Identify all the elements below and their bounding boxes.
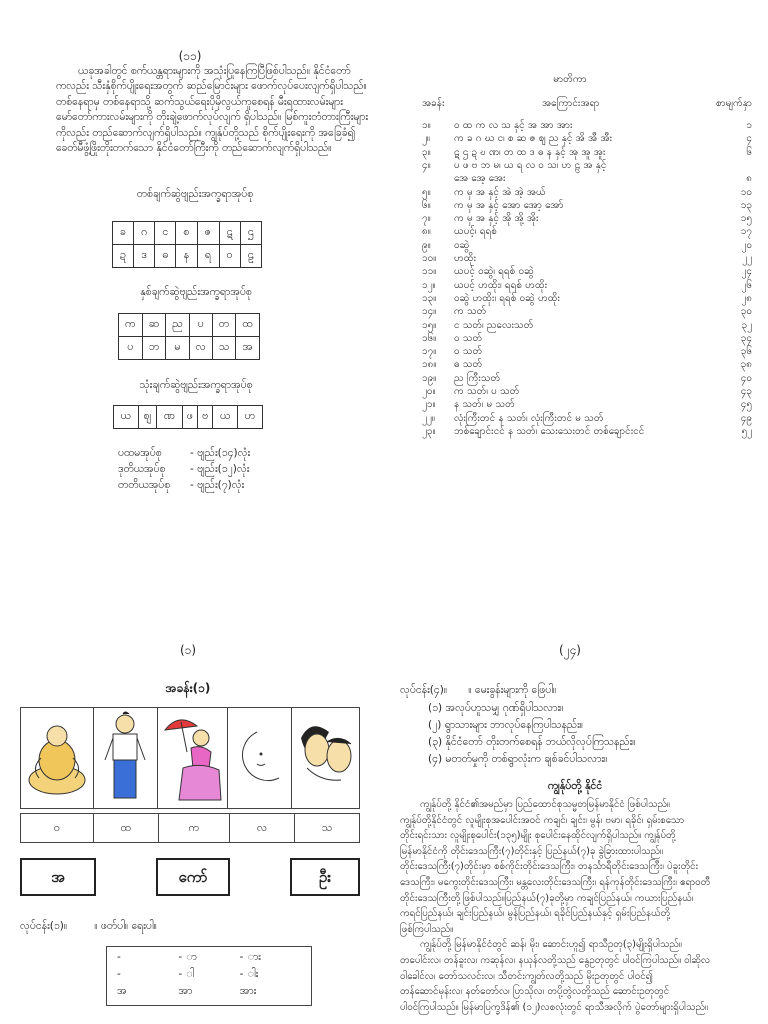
grid-row (114, 406, 263, 429)
toc-row (422, 278, 752, 291)
toc-chapter-number: ၁၆။ (422, 332, 437, 344)
paragraph-line: ကျွန်ုပ်တို့နိုင်ငံတွင် လူမျိုးစုအပေါင်းအဝင် ကချင်၊ ချင်း၊ မွန်၊ ဗမာ၊ ရခိုင်၊ ရှမ်းစသော (400, 814, 685, 826)
toc-header (422, 96, 752, 109)
toc-chapter-number: ၁၅။ (422, 319, 437, 331)
toc-row (422, 185, 752, 198)
vowel-cell: - ါး (239, 968, 259, 980)
toc-chapter-number: ၁၇။ (422, 346, 437, 358)
toc-page-number: ၄၅ (740, 399, 752, 411)
toc-row (422, 411, 752, 424)
toc-row (422, 238, 752, 251)
grid-cell: ဗ (198, 406, 213, 429)
toc-topic: ဓ သတ် (454, 359, 483, 371)
vowel-cell: - ါ (178, 968, 195, 980)
paragraph-line: ပါဝင်ကြပါသည်။ မြန်မာပြက္ခဒိန်၏ (၁၂)လစလုံးတွင် ရာသီအလိုက် ပွဲတော်များရှိပါသည်။ (400, 1001, 708, 1013)
toc-topic: လုံးကြီးတင် န သတ်၊ လုံးကြီးတင် မ သတ် (454, 412, 604, 424)
toc-topic: က မှ အ နှင့် အို အို့ အိုး (454, 213, 539, 225)
grid-cell: ဝ (219, 245, 240, 268)
picture-moon (227, 708, 292, 808)
grid-cell: ရ (197, 245, 219, 268)
toc-page-number: ၄၃ (740, 386, 752, 397)
toc-topic: အေ အေ့ အေး (454, 173, 506, 185)
toc-row (422, 331, 752, 344)
toc-row (422, 211, 752, 224)
toc-chapter-number: ၅။ (422, 186, 431, 198)
toc-page-number: ၁၅ (740, 213, 752, 225)
toc-page-number: ၅၂ (741, 425, 752, 437)
exercise-label: လုပ်ငန်း(၁)။ (20, 920, 68, 932)
grid-cell: ဂ (134, 222, 155, 245)
picture-faces (291, 708, 359, 808)
grid-cell: န (176, 245, 197, 268)
vowel-cell: အ (117, 985, 127, 997)
grid-cell: ဌ (240, 222, 261, 245)
toc-row (422, 145, 752, 158)
letter-grid-one-stroke (112, 221, 262, 268)
toc-topic: န သတ်၊ မ သတ် (454, 399, 515, 411)
page-number-bottom-left: (၁) (179, 643, 197, 657)
group-value: - ဗျည်း(၁၂)လုံး (190, 463, 250, 475)
grid-cell: ဟ (238, 406, 263, 429)
toc-topic: ပ ဖ ဗ ဘ မ၊ ယ ရ လ ဝ သ၊ ဟ ဠ အ နှင့် (454, 159, 607, 171)
paragraph-line: ကရင်ပြည်နယ်၊ ချင်းပြည်နယ်၊ မွန်ပြည်နယ်၊ ရခိုင်ပြည်နယ်နှင့် ရှမ်းပြည်နယ်တို့ (400, 908, 671, 920)
toc-page-number: ၁၃ (740, 199, 752, 211)
toc-topic: ဝ သတ် (454, 346, 483, 358)
paragraph-line: တစ်နေရာမှ တစ်နေရာသို့ ဆက်သွယ်ရေးပိုမိုလွယ်ကူစေရန် မီးရထားလမ်းများ (56, 95, 343, 108)
grid-cell: ဖ (182, 406, 197, 429)
lesson-title: အခန်း(၁) (165, 681, 211, 695)
toc-row (422, 318, 752, 331)
group-row (118, 479, 318, 495)
paragraph-line: ဒေသကြီး၊ မကွေးတိုင်းဒေသကြီး၊ မန္တလေးတိုင်းဒေသကြီး၊ ရန်ကုန်တိုင်းဒေသကြီး၊ ဧရာဝတီ (400, 876, 711, 888)
paragraph-line: တပေါင်းလ၊ တန်ခူးလ၊ ကဆုန်လ၊ နယုန်လတို့သည် နွေဥတုတွင် ပါဝင်ကြပါသည်။ ဝါဆိုလ (400, 954, 711, 966)
letter-grid-two-stroke (118, 313, 260, 360)
grid1-title: တစ်ချက်ဆွဲဗျည်းအက္ခရာအုပ်စု (136, 188, 254, 200)
toc-page-number: ၁ (746, 120, 752, 131)
toc-row (422, 291, 752, 304)
toc-chapter-number: ၁၄။ (422, 306, 437, 318)
toc-chapter-number: ၁၃။ (422, 292, 437, 304)
toc-page-number: ၄၀ (740, 372, 752, 384)
toc-row (422, 424, 752, 437)
toc-chapter-number: ၁၀။ (422, 253, 437, 264)
paragraph-line: မော်တော်ကားလမ်းများကို တိုးချဲ့ဖောက်လုပ်လျက် ရှိပါသည်။ မြစ်ကူးတံတားကြီးများ (56, 111, 369, 124)
paragraph-line: ကျွန်ုပ်တို့ မြန်မာနိုင်ငံတွင် ဆန်၊ မိုး၊ ဆောင်းဟူ၍ ရာသီဥတု(၃)မျိုးရှိပါသည်။ (420, 939, 682, 951)
toc-row (422, 397, 752, 410)
toc-header-topic: အကြောင်းအရာ (542, 98, 600, 109)
group-row (118, 447, 318, 463)
grid-cell: ဈ (138, 406, 156, 429)
toc-page-number: ၂၄ (741, 266, 752, 278)
exercise-line (400, 684, 740, 699)
question-item: (၁) အလုပ်ဟူသမျှ ဂုဏ်ရှိပါသလား။ (428, 702, 564, 714)
toc-chapter-number: ၄။ (422, 159, 431, 171)
exercise-line (20, 920, 320, 935)
grid-cell: ပ (189, 314, 212, 337)
vowel-cell: အား (239, 985, 257, 997)
grid-cell: ထ (236, 314, 260, 337)
toc-page-number: ၃၀ (740, 306, 752, 318)
toc-topic: ဝဆွဲ (454, 239, 470, 251)
grid-cell: တ (212, 314, 236, 337)
boxed-syllable: ကော် (156, 858, 230, 896)
grid-cell: ဇ (197, 222, 219, 245)
grid3-title: သုံးချက်ဆွဲဗျည်းအက္ခရာအုပ်စု (139, 379, 253, 391)
question-list (428, 702, 748, 770)
toc-page-number: ၁၀ (740, 186, 752, 198)
vowel-cell: - (117, 968, 121, 980)
grid-cell: ယ (213, 406, 238, 429)
group-value: - ဗျည်း(၇)လုံး (190, 479, 245, 491)
toc-topic: က သတ်၊ ပ သတ် (454, 386, 520, 397)
page-number-top-left: (၁၁) (178, 49, 202, 63)
letter-cell: က (159, 814, 230, 842)
toc-row (422, 304, 752, 317)
table-of-contents (422, 96, 752, 516)
toc-chapter-number: ၃။ (422, 146, 431, 158)
grid-row (113, 222, 262, 245)
toc-header-page: စာမျက်နှာ (715, 98, 752, 109)
letter-grid-three-stroke (113, 405, 263, 429)
picture-strip (20, 707, 360, 809)
toc-chapter-number: ၂။ (422, 133, 430, 145)
grid-cell: သ (212, 337, 236, 360)
toc-topic: ဝဆွဲ ဟထိုး၊ ရရစ် ဝဆွဲ ဟထိုး (454, 292, 560, 304)
paragraph-line: တိုင်းဒေသကြီး(၇)တိုင်းမှာ စစ်ကိုင်းတိုင်းဒေသကြီး၊ တနင်္သာရီတိုင်းဒေသကြီး၊ ပဲခူးတိုင်း (400, 861, 699, 873)
toc-row (422, 371, 752, 384)
toc-page-number: ၂၆ (741, 279, 752, 291)
vowel-cell: အာ (178, 985, 193, 997)
toc-page-number: ၈ (746, 173, 752, 185)
toc-row (422, 357, 752, 370)
toc-topic: င သတ်၊ ညလေးသတ် (454, 319, 534, 331)
group-value: - ဗျည်း(၁၄)လုံး (190, 447, 251, 459)
paragraph-line: တိုင်းဒေသကြီးတို့ဖြစ်ပါသည်။ပြည်နယ်(၇)ခုတို့မှာ ကချင်ပြည်နယ်၊ ကယားပြည်နယ်၊ (400, 892, 694, 904)
grid-cell: က (119, 314, 143, 337)
exercise-text: ။ မေးခွန်းများကို ဖြေပါ။ (468, 684, 557, 696)
toc-chapter-number: ၁၂။ (422, 279, 436, 291)
picture-boy (93, 708, 158, 808)
vowel-table (106, 946, 312, 1006)
toc-page-number: ၃၄ (740, 332, 752, 344)
grid-row (113, 245, 262, 268)
paragraph-line: တန်ဆောင်မုန်းလ၊ နတ်တော်လ၊ ပြာသိုလ၊ တပို့တွဲလတို့သည် ဆောင်းဥတုတွင် (400, 986, 670, 998)
grid-cell: ည (166, 314, 190, 337)
letter-row (20, 813, 360, 843)
toc-chapter-number: ၂၁။ (422, 399, 436, 411)
grid-cell: င (155, 222, 176, 245)
page-number-bottom-right: (၂၄) (558, 643, 581, 657)
toc-topic: က ခ ဂ ဃ င၊ စ ဆ ဇ ဈ ည နှင့် အိ အီ အီး (454, 133, 613, 145)
toc-row (422, 198, 752, 211)
toc-topic: ဝ သတ် (454, 332, 483, 344)
question-item: (၂) ရွာသားများ ဘာလုပ်နေကြပါသနည်း။ (428, 719, 583, 731)
toc-topic: ဋ ဌ ဍ ဎ ဏ၊ တ ထ ဒ ဓ န နှင့် အု အူ အူး (454, 146, 606, 158)
paragraph-line: ဖြစ်ကြပါသည်။ (400, 923, 454, 935)
toc-row (422, 158, 752, 171)
toc-topic: က မှ အ နှင့် အော အော့ အော် (454, 199, 564, 211)
toc-topic: ဘစ်ချောင်းငင် န သတ်၊ သေးသေးတင် တစ်ချောင်းငင် (454, 425, 645, 437)
grid-cell: ဋ (219, 222, 240, 245)
grid2-title: နှစ်ချက်ဆွဲဗျည်းအက္ခရာအုပ်စု (140, 286, 252, 298)
toc-topic: ယပင့် ဝဆွဲ၊ ရရစ် ဝဆွဲ (454, 266, 534, 278)
vowel-cell: - (117, 951, 121, 963)
vowel-cell: - ား (239, 951, 261, 963)
paragraph-line: မြန်မာနိုင်ငံကို တိုင်းဒေသကြီး(၇)တိုင်းနှင့် ပြည်နယ်(၇)ခု ခွဲခြားထားပါသည်။ (400, 845, 663, 857)
toc-topic: က မှ အ နှင့် အဲ အဲ့ အယ် (454, 186, 546, 198)
paragraph-line: ဝါခေါင်လ၊ တော်သလင်းလ၊ သီတင်းကျွတ်လတို့သည် မိုးဥတုတွင် ပါဝင်၍ (400, 970, 654, 982)
grid-cell: ဒ (134, 245, 155, 268)
toc-row (422, 344, 752, 357)
grid-cell: ပ (119, 337, 143, 360)
group-label: တတိယအုပ်စု (118, 479, 171, 491)
toc-page-number: ၃၂ (741, 319, 752, 331)
paragraph-line: တိုင်းရင်းသား လူမျိုးစုပေါင်း(၁၃၅)မျိုး စုပေါင်းနေထိုင်လျက်ရှိပါသည်။ ကျွန်ုပ်တို့ (400, 830, 676, 842)
toc-page-number: ၆ (746, 146, 752, 158)
toc-row (422, 171, 752, 184)
section-title: ကျွန်ုပ်တို့ နိုင်ငံ (547, 780, 603, 792)
vowel-row (107, 966, 311, 983)
toc-row (422, 224, 752, 237)
grid-cell: ဠ (240, 245, 261, 268)
grid-row (119, 314, 260, 337)
paragraph-line: ခေတ်မီဖွံ့ဖြိုးတိုးတက်သော နိုင်ငံတော်ကြီးကို တည်ဆောက်လျက်ရှိပါသည်။ (56, 142, 332, 155)
toc-chapter-number: ၁၁။ (422, 266, 437, 278)
toc-chapter-number: ၁။ (422, 120, 431, 131)
grid-cell: ဍ (113, 245, 134, 268)
intro-paragraph (56, 64, 376, 156)
boxed-syllable: ဦး (290, 858, 360, 896)
vowel-row (107, 983, 311, 1000)
paragraph-line: ကိုလည်း တည်ဆောက်လျက်ရှိပါသည်။ ကျွန်ုပ်တို့သည် စိုက်ပျိုးရေးကို အခြေခံ၍ (56, 126, 356, 139)
toc-page-number: ၄ (746, 133, 752, 145)
toc-topic: က သတ် (454, 306, 487, 318)
toc-row (422, 384, 752, 397)
paragraph-line: ယခုအခါတွင် စက်ယန္တရားများကို အသုံးပြုနေကြပြီဖြစ်ပါသည်။ နိုင်ငံတော် (78, 65, 351, 77)
toc-row (422, 251, 752, 264)
letter-cell: ဝ (21, 814, 94, 842)
toc-page-number: ၂၂ (742, 253, 752, 264)
toc-chapter-number: ၁၈။ (422, 359, 437, 371)
toc-header-chapter: အခန်း (422, 98, 445, 109)
paragraph-line: ကျွန်ုပ်တို့ နိုင်ငံ၏အမည်မှာ ပြည်ထောင်စုသမ္မတမြန်မာနိုင်ငံ ဖြစ်ပါသည်။ (420, 799, 670, 810)
grid-row (119, 337, 260, 360)
grid-cell: အ (236, 337, 260, 360)
group-row (118, 463, 318, 479)
toc-chapter-number: ၆။ (422, 199, 431, 211)
toc-topic: ဝ ထ က လ သ နှင့် အ အာ အား (454, 120, 573, 131)
toc-row (422, 264, 752, 277)
picture-monk (21, 708, 94, 808)
vowel-cell: - ာ (178, 951, 197, 963)
toc-chapter-number: ၉။ (422, 239, 431, 251)
group-label: ပထမအုပ်စု (118, 447, 162, 459)
toc-topic: ယပင့် ဟထိုး၊ ရရစ် ဟထိုး (454, 279, 548, 291)
toc-topic: ည ကြီးသတ် (454, 372, 501, 384)
toc-topic: ယပင့်၊ ရရစ် (454, 226, 497, 238)
grid-cell: ခ (113, 222, 134, 245)
toc-row (422, 131, 752, 144)
toc-chapter-number: ၇။ (422, 213, 431, 225)
grid-cell: မ (166, 337, 190, 360)
group-summary (118, 447, 318, 495)
paragraph-line: ကလည်း သီးနှံစိုက်ပျိုးရေးအတွက် ဆည်မြောင်းများ ဖောက်လုပ်ပေးလျက်ရှိပါသည်။ (56, 80, 367, 93)
grid-cell: ယ (114, 406, 139, 429)
question-item: (၃) နိုင်ငံတော် တိုးတက်စေရန် ဘယ်လိုလုပ်ကြသနည်း။ (428, 736, 636, 748)
exercise-label: လုပ်ငန်း(၄)။ (400, 684, 448, 696)
toc-chapter-number: ၈။ (422, 226, 431, 238)
toc-chapter-number: ၁၉။ (422, 372, 437, 384)
grid-cell: ဏ (157, 406, 183, 429)
toc-page-number: ၃၆ (740, 346, 752, 358)
question-item: (၄) မတတ်မှုကို တစ်ရွာလုံးက ချစ်ခင်ပါသလား။ (428, 753, 608, 765)
letter-cell: သ (321, 821, 333, 834)
toc-topic: ဟထိုး (454, 253, 476, 264)
grid-cell: လ (189, 337, 212, 360)
exercise-text: ။ ဖတ်ပါ။ ရေးပါ။ (94, 920, 157, 932)
letter-cell: ထ (94, 814, 159, 842)
grid-cell: စ (176, 222, 197, 245)
toc-page-number: ၃၈ (740, 359, 752, 371)
group-label: ဒုတိယအုပ်စု (118, 463, 166, 475)
toc-page-number: ၂၀ (741, 239, 752, 251)
toc-chapter-number: ၂၀။ (422, 386, 436, 397)
toc-row (422, 118, 752, 131)
picture-dancer (157, 708, 228, 808)
grid-cell: ဓ (155, 245, 176, 268)
toc-page-number: ၂၈ (741, 292, 752, 304)
vowel-row (107, 947, 311, 966)
toc-page-number: ၁၇ (740, 226, 752, 238)
toc-page-number: ၄၉ (740, 412, 752, 424)
letter-cell: လ (230, 814, 295, 842)
grid-cell: ဆ (142, 314, 166, 337)
toc-chapter-number: ၂၃။ (422, 425, 436, 437)
toc-title: မာတိကာ (553, 74, 587, 85)
toc-chapter-number: ၂၂။ (422, 412, 435, 424)
country-paragraph (400, 797, 756, 1015)
grid-cell: ဘ (142, 337, 166, 360)
boxed-syllable: အ (20, 858, 96, 896)
